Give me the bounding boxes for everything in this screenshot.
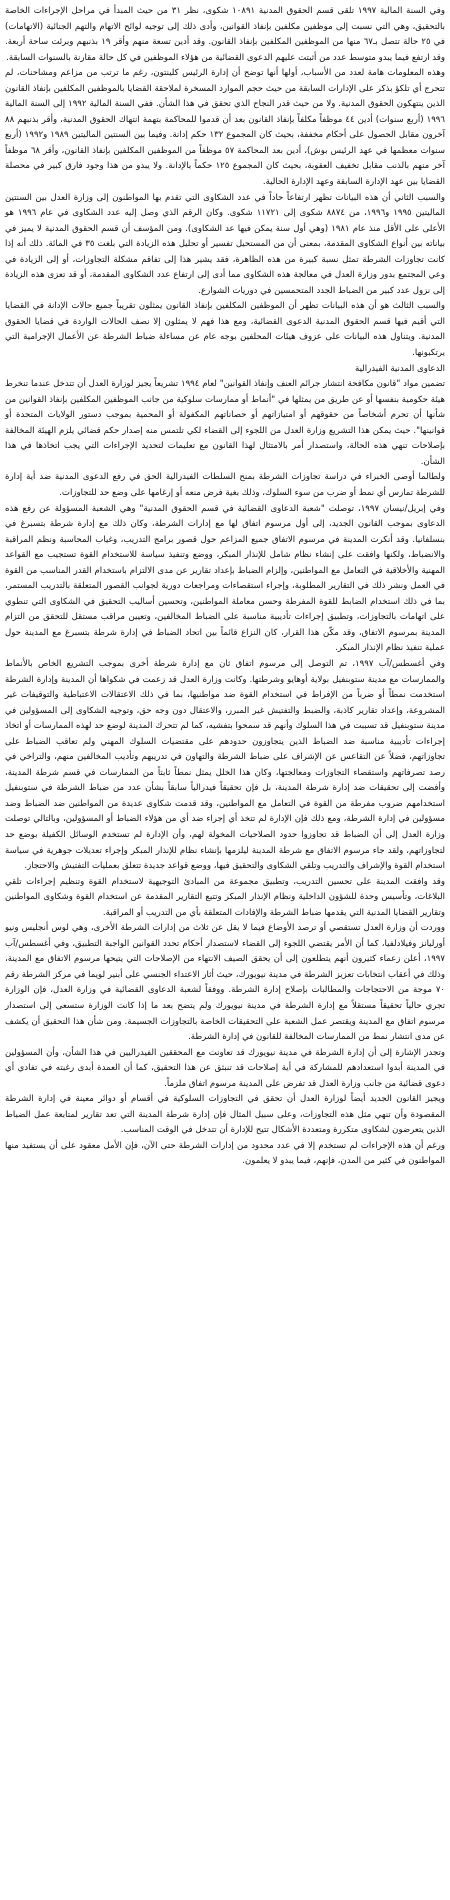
paragraph-third-reason: والسبب الثالث هو أن هذه البيانات تظهر أن الموظفين المكلفين بإنفاذ القانون يمثلون تقريباً جميع حالات الإدانة في القضايا التي أقيم فيها قسم الحقوق المدنية الدعوى القضائية، ومع هذا فهم لا يمثلون إلا نصف الحالات الواردة في قضايا الحقوق المدنية. ويتناول هذه البيانات على عزوف هيئات المحلفين بوجه عام عن مساءلة ضباط الشرطة عن الأعمال الإجرامية التي يرتكبونها.	[5, 301, 445, 359]
paragraph-city-agreement: وقد وافقت المدينة على تحسين التدريب، وتطبيق مجموعة من المبادئ التوجيهية لاستخدام القوة وتنظيم إجراءات تلقي البلاغات، وتأسيس وحدة للشؤون الداخلية ونظام الإنذار المبكر وتتبع التقارير المقدمة عن استخدام القوة وشكاوى المواطنين وتقارير القضايا المدنية التي يقدمها ضباط الشرطة والإفادات المتعلقة بأي من التدريب أو المراقبة.	[5, 876, 445, 918]
paragraph-second-reason: والسبب الثاني أن هذه البيانات تظهر ارتفاعاً حاداً في عدد الشكاوى التي تقدم بها المواطنون إلى وزارة العدل بين السنتين الماليتين ١٩٩٥ و١٩٩٦، من ٨٨٧٤ شكوى إلى ١١٧٢١ شكوى. وكان الرقم الذي وصل إليه عدد الشكاوى في عام ١٩٩٦ هو الأعلى على الأقل منذ عام ١٩٨١ (وهي أول سنة يمكن فيها عد الشكاوى). ومن المؤسف أن قسم الحقوق المدنية لا يميز في بياناته بين أنواع الشكاوى المقدمة، بمعنى أن من المستحيل تفسير أو تحليل هذه الزيادة التي بلغت ٣٥ في المائة. ذلك أنه إذا كانت تجاوزات الشرطة تمثل نسبة كبيرة من هذه الظاهرة، فقد يشير هذا إلى تفاقم مشكلة التجاوزات، أو إلى الزيادة في وعي المجتمع بدور وزارة العدل في معالجة هذه الشكاوى مما أدى إلى ارتفاع عدد الشكاوى المقدمة، أو قد تعزى هذه الزيادة إلى نزول عدد كبير من الضباط الجدد المتحمسين في دوريات الشوارع.	[5, 192, 445, 296]
paragraph-nypd-cooperation: وتجدر الإشارة إلى أن إدارة الشرطة في مدينة نيويورك قد تعاونت مع المحققين الفيدراليين في هذا الشأن، وأن المسؤولين في المدينة أبدوا استعدادهم للمشاركة في أية إصلاحات قد تنبثق عن هذا التحقيق، كما أن العمدة أبدى رغبته في تفادي أي دعوى قضائية من جانب وزارة العدل قد تفرض على المدينة مرسوم اتفاق ملزماً.	[5, 1047, 445, 1089]
paragraph-first-reason: وهذه المعلومات هامة لعدد من الأسباب، أولها أنها توضح أن إدارة الرئيس كلينتون، رغم ما ترتب من مزاعم ومشاحنات، لم تتحرج أي تلكؤ بذكر على الإدارات السابقة من حيث حجم الموارد المسخرة لملاحقة القضايا بالموظفين المكلفين بإنفاذ القانون الذين ينتهكون الحقوق المدنية. ولا من حيث قدر النجاح الذي تحقق في هذا الشأن. ففي السنة المالية ١٩٩٢ إلى السنة المالية ١٩٩٦ (أربع سنوات) أدين ٤٤ موظفاً مكلفاً بإنفاذ القانون بعد أن قدموا للمحاكمة بتهمة انتهاك الحقوق المدنية، وأقر بذنبهم ٨٨ آخرون مقابل الحصول على أحكام مخففة، بحيث كان المجموع ١٣٢ حكم إدانة. وفيما بين السنتين الماليتين ١٩٨٩ و١٩٩٢ (أربع سنوات معظمها في عهد الرئيس بوش)، أدين بعد المحاكمة ٥٧ موظفاً من الموظفين المكلفين بإنفاذ القانون، وأقر ٦٨ موظفاً آخر منهم بالذنب مقابل تخفيف العقوبة، بحيث كان المجموع ١٢٥ حكماً بالإدانة. ولا يبدو من هذا وجود فارق كبير في محصلة القضايا بين عهد الإدارة السابقة وعهد الإدارة الحالية.	[5, 68, 446, 188]
paragraph-pittsburgh-decree: وفي إبريل/نيسان ١٩٩٧، توصلت "شعبة الدعاوى القضائية في قسم الحقوق المدنية" وهي الشعبة المسؤولة عن رفع هذه الدعاوى بموجب القانون الجديد، إلى أول مرسوم اتفاق لها مع إدارات الشرطة، وكان ذلك مع إدارة شرطة بتسبرغ في بنسلفانيا. وقد أنكرت المدينة في مرسوم الاتفاق جميع المزاعم حول قصور برامج التدريب، وغياب المحاسبة ونظم المراقبة والانضباط، ولكنها وافقت على إنشاء نظام شامل للإنذار المبكر، ووضع وتنفيذ سياسة للاستخدام القوة تستجيب مع القواعد المهنية والأخلاقية في التعامل مع المواطنين، وإلزام الضباط بإعداد تقارير عن مدى الالتزام باستخدام القدر المناسب من القوة في العمل ونشر ذلك في التقارير المطلوبة، وإجراء استقصاءات ومراجعات دورية لجوانب القصور المتعلقة بالتدريب المستمر، بما في ذلك استخدام الضابط للقوة المفرطة وحسن معاملة المواطنين، وتحسين أساليب التحقيق في الشكاوى التي تنطوي على اتهامات بالتجاوزات، وتطبيق إجراءات تأديبية مناسبة على الضباط المخالفين، وتعيين مراقب مستقل للتحقق من التزام المدينة بمرسوم الاتفاق، وقد مكّن هذا القرار، كان النزاع قائماً بين اتحاد الضباط في إدارة شرطة بتسبرغ مع المدينة حول عملية تنفيذ نظام الإنذار المبكر.	[5, 503, 446, 654]
paragraph-closing: ورغم أن هذه الإجراءات لم تستخدم إلا في عدد محدود من إدارات الشرطة حتى الآن، فإن الأمل معقود على أن يستفيد منها المواطنون في كثير من المدن، فإنهم، فيما يبدو لا يعلمون.	[5, 1140, 445, 1167]
paragraph-1994-act: تضمين مواد "قانون مكافحة انتشار جرائم العنف وإنفاذ القوانين" لعام ١٩٩٤ تشريعاً يجيز لوزارة العدل أن تتدخل عندما تنخرط هيئة حكومية بنفسها أو عن طريق من يمثلها في "أنماط أو ممارسات سلوكية من جانب الموظفين المكلفين بإنفاذ القوانين من شأنها أن تحرم أشخاصاً من حقوقهم أو امتيازاتهم أو حصاناتهم المكفولة أو المحمية بموجب دستور الولايات المتحدة أو قوانينها". حيث يمكن هذا التشريع وزارة العدل من اللجوء إلى القضاء لكي تلتمس منه إصدار حكم قضائي يلزم الهيئة المخالفة بإصلاحات تنهي هذه الحالة، واستصدار أمر بالامتثال لهذا القانون مع تعليمات لتحديد الإجراءات التي يجب اتخاذها في هذا الشأن.	[5, 379, 445, 467]
section-heading-federal-civil-suits: الدعاوى المدنية الفيدرالية	[354, 363, 445, 374]
paragraph-expert-recommendation: ولطالما أوصى الخبراء في دراسة تجاوزات الشرطة بمنح السلطات الفيدرالية الحق في رفع الدعوى المدنية ضد أية إدارة للشرطة تمارس أي نمط أو ضرب من سوء السلوك، وذلك بغية فرض منعه أو إرغامها على وضع حد للتجاوزات.	[5, 472, 445, 498]
paragraph-civil-rights-1997-stats: وفي السنة المالية ١٩٩٧ تلقى قسم الحقوق المدنية ١٠٨٩١ شكوى، نظر ٣١ من حيث المبدأ في مراحل الإجراءات الخاصة بالتحقيق، وهي التي نسبت إلى موظفين مكلفين بإنفاذ القوانين، وأدى ذلك إلى توجيه لوائح الاتهام والتهم الجنائية (الاتهامات) في ٢٥ حالة تتصل بـ٦٧ منها من الموظفين المكلفين بإنفاذ القانون. وقد أدين تسعة منهم وأقر ١٩ بذنبهم وبرئت ساحة أربعة. وقد ارتفع فيما يبدو متوسط عدد من أثبتت عليهم الدعوى القضائية من هؤلاء الموظفين في كل حالة مقارنة بالسنوات السابقة.	[5, 6, 445, 63]
paragraph-steubenville-decree: وفي أغسطس/آب ١٩٩٧، تم التوصل إلى مرسوم اتفاق ثان مع إدارة شرطة أخرى بموجب التشريع الخاص بالأنماط والممارسات مع مدينة ستوبنفيل بولاية أوهايو وشرطتها. وكانت وزارة العدل قد زعمت في شكواها أن المدينة وإدارة الشرطة استخدمت نمطاً أو ضرباً من الإفراط في استخدام القوة ضد مواطنيها، بما في ذلك الاعتقالات الاعتباطية والتوقيفات غير المشروعة، وإعداد تقارير كاذبة، والضبط والتفتيش غير المبرر، والاعتقال دون وجه حق، وتوجيه الشكاوى إلى المسؤولين في مدينة ستوبنفيل قد تسببت في هذا السلوك وأنهم قد سمحوا بتفشيه، كما لم تتحرك المدينة لوضع حد لهذه الممارسات أو اتخاذ إجراءات تأديبية مناسبة ضد الضباط الذين يتجاوزون حدودهم على مقتضيات السلوك المهني ولم تعاقب الضباط على تجاوزاتهم، فضلاً عن التقاعس عن الإشراف على ضباط الشرطة والتهاون في تدريبهم وتأديب المخالفين منهم، والتراخي في رصد تصرفاتهم واستقصاء التجاوزات ومعالجتها، وكان هذا الخلل يمثل نمطاً ثابتاً من الممارسات في قسم شرطة المدينة، وأفضت إلى تحقيقات ضد إدارة شرطة المدينة، بل فإن تحقيقاً فيدرالياً سابقاً بشأن عدد من ضباط الشرطة في ستوبنفيل استخدامهم ضروب مفرطة من القوة في التعامل مع المواطنين، وقد قدمت شكاوى عديدة من المواطنين ضد الضباط وضد مسؤولين في إدارة الشرطة، ومع ذلك فإن الإدارة لم تتخذ أي إجراء ضد أي من هؤلاء الضباط أو المسؤولين، وبالتالي توصلت وزارة العدل إلى أن الضباط قد تجاوزوا حدود الصلاحيات المخولة لهم، وأن الإدارة لم تستخدم الوسائل الكفيلة بوضع حد لتجاوزاتهم، ولقد جاء مرسوم الاتفاق مع شرطة المدينة ليلزمها بإنشاء نظام للإنذار المبكر وإجراء تعديلات جوهرية في سياسة استخدام القوة والإشراف والتدريب وتلقي الشكاوى والتحقيق فيها، ووضع قواعد جديدة تتعلق بعمليات التفتيش والاحتجاز.	[5, 658, 445, 872]
paragraph-new-law-units: ويجيز القانون الجديد أيضاً لوزارة العدل أن تحقق في التجاوزات السلوكية في أقسام أو دوائر معينة في إدارة الشرطة المقصودة وأن تنهي مثل هذه التجاوزات، وعلى سبيل المثال فإن إدارة شرطة المدينة التي تعد تقارير لمتابعة عمل الضباط الذين يتعرضون لشكاوى متكررة ومتعددة الأشكال تتيح للإدارة أن تتدخل في الوقت المناسب.	[5, 1094, 445, 1136]
paragraph-other-departments: ووردت أن وزارة العدل تستقصي أو ترصد الأوضاع فيما لا يقل عن ثلاث من إدارات الشرطة الأخرى، وهي لوس أنجليس ونيو أورليانز وفيلادلفيا، كما أن الأمر يقتضي اللجوء إلى القضاء لاستصدار أحكام تحدد القوانين الواجبة التطبيق، وفي أغسطس/آب ١٩٩٧، أعلن زعماء كثيرون أنهم يتطلعون إلى أن يحقق الصيف الانتهاء من الإصلاحات التي يتيحها مرسوم الاتفاق مع المدينة، وذلك في أعقاب انتخابات تعزيز الشرطة في مدينة نيويورك، حيث أثار الاعتداء الجنسي على أبنير لويما في مركز الشرطة رقم ٧٠ موجة من الاحتجاجات والمطالبات بإصلاح إدارة الشرطة. ووفقاً لشعبة الدعاوى القضائية في وزارة العدل، فإن الوزارة تجري حالياً تحقيقاً مستقلاً مع إدارة الشرطة في مدينة نيويورك ولم يتضح بعد ما إذا كانت الوزارة ستسعى إلى استصدار مرسوم اتفاق مع المدينة ويقتصر عمل الشعبة على التحقيقات الخاصة بالتجاوزات الجسيمة. ومن شأن هذا التحقيق أن يكشف عن مدى انتشار نمط من الممارسات المخالفة للقانون في إدارة الشرطة.	[5, 923, 445, 1043]
